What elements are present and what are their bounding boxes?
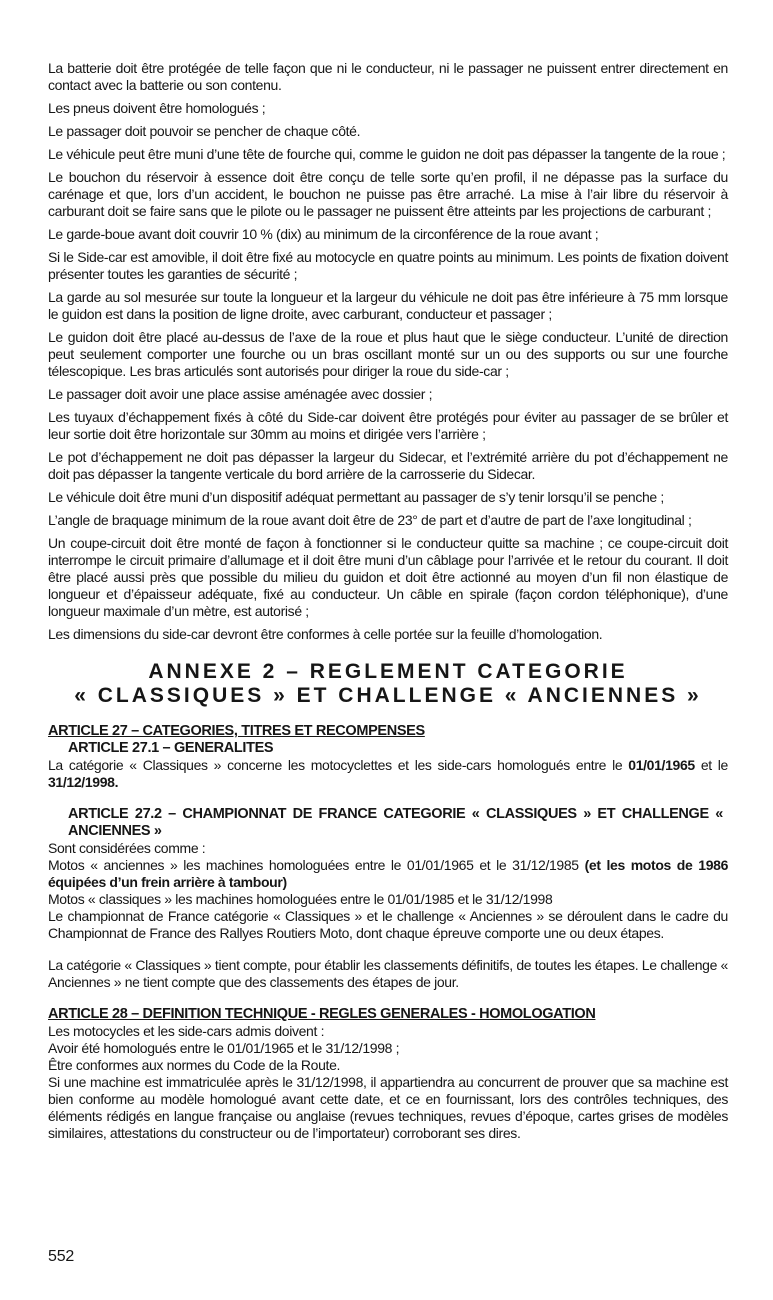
text: et le: [694, 757, 728, 773]
paragraph: [48, 123, 728, 140]
text: Les pneus doivent être homologués ;: [48, 100, 266, 116]
text: Si une machine est immatriculée après le 31/12/1998, il appartiendra au concurrent de prouver que sa machine est bien conforme au modèle homologué avant cette date, et ce en fournissant, lors des contrôles techniques, des éléments rédigés en langue française ou anglaise (revues techniques, revues d’époque, cartes grises de modèles similaires, attestations du constructeur ou de l’importateur) corroborant ses dires.: [48, 1074, 728, 1141]
text: Le passager doit avoir une place assise aménagée avec dossier ;: [48, 386, 433, 402]
paragraph: [48, 957, 728, 991]
annexe-heading-line: ANNEXE 2 – REGLEMENT CATEGORIE: [148, 660, 628, 683]
page-number: 552: [48, 1248, 75, 1265]
paragraph: [48, 891, 728, 908]
article-heading: [48, 1006, 728, 1023]
paragraph: [48, 1023, 728, 1040]
article-heading: [48, 723, 728, 740]
text: Le championnat de France catégorie « Classiques » et le challenge « Anciennes » se déroulent dans le cadre du Championnat de France des Rallyes Routiers Moto, dont chaque épreuve comporte une ou deux étapes.: [48, 908, 728, 941]
text: La garde au sol mesurée sur toute la longueur et la largeur du véhicule ne doit pas être inférieure à 75 mm lorsque le guidon est dans la position de ligne droite, avec carburant, conducteur et passager ;: [48, 289, 728, 322]
paragraph: [48, 908, 728, 942]
paragraph: [48, 857, 728, 891]
paragraph: [48, 512, 728, 529]
bold-text: 01/01/1965: [628, 757, 695, 773]
bold-text: 31/12/1998.: [48, 774, 119, 790]
text: Les tuyaux d’échappement fixés à côté du Side-car doivent être protégés pour éviter au passager de se brûler et leur sortie doit être horizontale sur 30mm au moins et dirigée vers l’arrière ;: [48, 409, 728, 442]
text: Sont considérées comme :: [48, 840, 206, 856]
content-blocks: [48, 60, 728, 1142]
paragraph: [48, 289, 728, 323]
paragraph: [48, 626, 728, 643]
paragraph: [48, 409, 728, 443]
article-heading: [68, 740, 728, 757]
text: ARTICLE 27 – CATEGORIES, TITRES ET RECOMPENSES: [48, 723, 425, 739]
paragraph: [48, 489, 728, 506]
text: Les motocycles et les side-cars admis doivent :: [48, 1023, 325, 1039]
text: L’angle de braquage minimum de la roue avant doit être de 23° de part et d’autre de part de l’axe longitudinal ;: [48, 512, 692, 528]
text: Le véhicule doit être muni d’un dispositif adéquat permettant au passager de s’y tenir lorsqu’il se penche ;: [48, 489, 664, 505]
paragraph: [48, 757, 728, 791]
paragraph: [48, 329, 728, 380]
text: ARTICLE 27.1 – GENERALITES: [68, 740, 274, 756]
text: Motos « classiques » les machines homologuées entre le 01/01/1985 et le 31/12/1998: [48, 891, 553, 907]
paragraph: [48, 449, 728, 483]
text: Un coupe-circuit doit être monté de façon à fonctionner si le conducteur quitte sa machine ; ce coupe-circuit doit interrompe le circuit primaire d’allumage et il doit être muni d’un câblage pour l’arrivée et le retour du courant. Il doit être placé aussi près que possible du milieu du guidon et doit être actionné au moyen d’un fil non élastique de longueur et d’épaisseur adéquate, fixé au conducteur. Un câble en spirale (façon cordon téléphonique), d’une longueur maximale d’un mètre, est autorisé ;: [48, 535, 728, 619]
paragraph: [48, 1074, 728, 1142]
text: Le passager doit pouvoir se pencher de chaque côté.: [48, 123, 361, 139]
annexe-heading-line: « CLASSIQUES » ET CHALLENGE « ANCIENNES »: [74, 684, 702, 707]
paragraph: [48, 1057, 728, 1074]
text: ARTICLE 27.2 – CHAMPIONNAT DE FRANCE CATEGORIE « CLASSIQUES » ET CHALLENGE « ANCIENNES »: [68, 806, 723, 839]
text: ARTICLE 28 – DEFINITION TECHNIQUE - REGLES GENERALES - HOMOLOGATION: [48, 1006, 596, 1022]
text: La catégorie « Classiques » tient compte, pour établir les classements définitifs, de toutes les étapes. Le challenge « Anciennes » ne tient compte que des classements des étapes de jour.: [48, 957, 728, 990]
text: Avoir été homologués entre le 01/01/1965 et le 31/12/1998 ;: [48, 1040, 400, 1056]
text: Si le Side-car est amovible, il doit être fixé au motocycle en quatre points au minimum. Les points de fixation doivent présenter toutes les garanties de sécurité ;: [48, 249, 728, 282]
text: La batterie doit être protégée de telle façon que ni le conducteur, ni le passager ne puissent entrer directement en contact avec la batterie ou son contenu.: [48, 60, 728, 93]
text: Motos « anciennes » les machines homologuées entre le 01/01/1965 et le 31/12/1985: [48, 857, 585, 873]
bold-text: (et les motos de 1986 équipées d’un frein arrière à tambour): [48, 857, 729, 890]
text: Le bouchon du réservoir à essence doit être conçu de telle sorte qu’en profil, il ne dépasse pas la surface du carénage et que, lors d’un accident, le bouchon ne puisse pas être arraché. La mise à l’air libre du réservoir à carburant doit se faire sans que le pilote ou le passager ne puissent être atteints par les projections de carburant ;: [48, 169, 728, 219]
paragraph: [48, 249, 728, 283]
text: Le véhicule peut être muni d’une tête de fourche qui, comme le guidon ne doit pas dépasser la tangente de la roue ;: [48, 146, 726, 162]
paragraph: [48, 60, 728, 94]
paragraph: [48, 100, 728, 117]
article-heading: [68, 806, 723, 840]
paragraph: [48, 535, 728, 620]
text: Le garde-boue avant doit couvrir 10 % (dix) au minimum de la circonférence de la roue avant ;: [48, 226, 599, 242]
text: Le pot d’échappement ne doit pas dépasser la largeur du Sidecar, et l’extrémité arrière du pot d’échappement ne doit pas dépasser la tangente verticale du bord arrière de la carrosserie du Sidecar.: [48, 449, 728, 482]
paragraph: [48, 226, 728, 243]
text: Être conformes aux normes du Code de la Route.: [48, 1057, 341, 1073]
spacer: [48, 942, 728, 957]
spacer: [48, 991, 728, 1006]
spacer: [48, 791, 728, 806]
text: Les dimensions du side-car devront être conformes à celle portée sur la feuille d’homologation.: [48, 626, 603, 642]
text: Le guidon doit être placé au-dessus de l’axe de la roue et plus haut que le siège conducteur. L’unité de direction peut seulement comporter une fourche ou un bras oscillant monté sur un ou des supports ou sur une fourche télescopique. Les bras articulés sont autorisés pour diriger la roue du side-car ;: [48, 329, 728, 379]
text: La catégorie « Classiques » concerne les motocyclettes et les side-cars homologués entre le: [48, 757, 629, 773]
paragraph: [48, 169, 728, 220]
paragraph: [48, 1040, 728, 1057]
paragraph: [48, 386, 728, 403]
paragraph: [48, 840, 728, 857]
annexe-heading: [48, 660, 728, 708]
paragraph: [48, 146, 728, 163]
